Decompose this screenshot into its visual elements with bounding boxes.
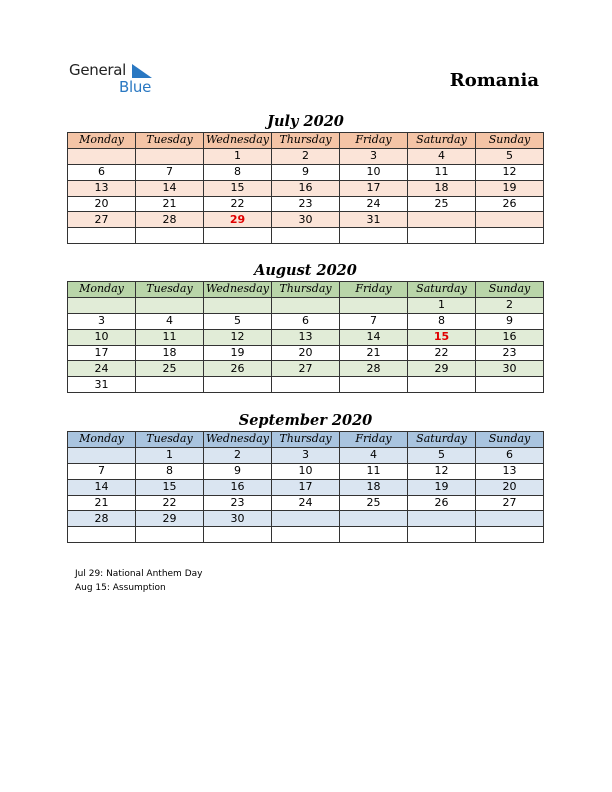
week-row xyxy=(68,527,544,543)
day-cell xyxy=(68,447,136,463)
day-cell: 23 xyxy=(272,196,340,212)
weekday-header: Tuesday xyxy=(136,282,204,298)
month-title: August 2020 xyxy=(254,262,357,279)
day-cell: 3 xyxy=(340,148,408,164)
weekday-header: Friday xyxy=(340,432,408,448)
weekday-header: Thursday xyxy=(272,282,340,298)
day-cell: 18 xyxy=(408,180,476,196)
day-cell: 7 xyxy=(68,463,136,479)
day-cell: 13 xyxy=(476,463,544,479)
weekday-header: Thursday xyxy=(272,432,340,448)
day-cell: 18 xyxy=(136,345,204,361)
week-row xyxy=(68,297,544,313)
weekday-header-row xyxy=(68,282,544,298)
day-cell: 20 xyxy=(68,196,136,212)
day-cell: 1 xyxy=(204,148,272,164)
day-cell: 24 xyxy=(340,196,408,212)
month-july xyxy=(67,112,544,244)
day-cell: 30 xyxy=(204,511,272,527)
day-cell xyxy=(272,297,340,313)
day-cell xyxy=(340,511,408,527)
day-cell: 10 xyxy=(272,463,340,479)
weekday-header: Monday xyxy=(68,282,136,298)
day-cell xyxy=(136,527,204,543)
day-cell: 5 xyxy=(408,447,476,463)
day-cell xyxy=(340,228,408,244)
month-title: July 2020 xyxy=(267,113,344,130)
weekday-header: Thursday xyxy=(272,133,340,149)
day-cell: 1 xyxy=(408,297,476,313)
day-cell xyxy=(272,377,340,393)
day-cell: 31 xyxy=(340,212,408,228)
day-cell: 26 xyxy=(476,196,544,212)
day-cell: 5 xyxy=(476,148,544,164)
day-cell xyxy=(204,228,272,244)
day-cell: 17 xyxy=(272,479,340,495)
day-cell: 6 xyxy=(272,313,340,329)
day-cell xyxy=(408,228,476,244)
day-cell: 29 xyxy=(136,511,204,527)
day-cell: 20 xyxy=(272,345,340,361)
day-cell xyxy=(68,297,136,313)
day-cell: 17 xyxy=(68,345,136,361)
day-cell: 22 xyxy=(204,196,272,212)
week-row xyxy=(68,180,544,196)
day-cell: 9 xyxy=(272,164,340,180)
day-cell: 10 xyxy=(68,329,136,345)
calendar-table xyxy=(67,281,544,393)
week-row xyxy=(68,447,544,463)
month-august xyxy=(67,261,544,393)
weekday-header: Saturday xyxy=(408,133,476,149)
day-cell xyxy=(476,212,544,228)
day-cell: 15 xyxy=(204,180,272,196)
day-cell: 28 xyxy=(136,212,204,228)
brand-logo xyxy=(69,60,169,98)
day-cell xyxy=(68,228,136,244)
day-cell: 25 xyxy=(408,196,476,212)
day-cell: 31 xyxy=(68,377,136,393)
day-cell: 26 xyxy=(204,361,272,377)
weekday-header: Tuesday xyxy=(136,133,204,149)
day-cell xyxy=(476,228,544,244)
weekday-header: Monday xyxy=(68,133,136,149)
day-cell xyxy=(204,527,272,543)
day-cell: 12 xyxy=(476,164,544,180)
weekday-header-row xyxy=(68,133,544,149)
weekday-header: Sunday xyxy=(476,282,544,298)
week-row xyxy=(68,495,544,511)
day-cell: 8 xyxy=(204,164,272,180)
week-row xyxy=(68,345,544,361)
day-cell: 1 xyxy=(136,447,204,463)
country-title: Romania xyxy=(449,70,539,91)
weekday-header: Wednesday xyxy=(204,282,272,298)
weekday-header: Wednesday xyxy=(204,133,272,149)
day-cell: 29 xyxy=(408,361,476,377)
week-row xyxy=(68,196,544,212)
day-cell: 2 xyxy=(272,148,340,164)
weekday-header: Friday xyxy=(340,133,408,149)
flag-triangle-icon xyxy=(132,64,152,78)
day-cell: 6 xyxy=(68,164,136,180)
day-cell xyxy=(204,377,272,393)
holiday-notes xyxy=(75,568,202,595)
day-cell: 2 xyxy=(204,447,272,463)
day-cell: 11 xyxy=(136,329,204,345)
day-cell: 21 xyxy=(136,196,204,212)
brand-name-line1: General xyxy=(69,61,127,79)
month-september xyxy=(67,411,544,543)
day-cell: 16 xyxy=(204,479,272,495)
day-cell xyxy=(136,297,204,313)
day-cell: 5 xyxy=(204,313,272,329)
day-cell: 13 xyxy=(272,329,340,345)
day-cell: 3 xyxy=(272,447,340,463)
day-cell: 16 xyxy=(272,180,340,196)
weekday-header: Wednesday xyxy=(204,432,272,448)
day-cell: 30 xyxy=(272,212,340,228)
day-cell: 27 xyxy=(476,495,544,511)
holiday-day-cell: 15 xyxy=(408,329,476,345)
day-cell: 12 xyxy=(408,463,476,479)
day-cell xyxy=(408,527,476,543)
day-cell xyxy=(68,148,136,164)
day-cell: 21 xyxy=(340,345,408,361)
day-cell xyxy=(272,228,340,244)
day-cell: 19 xyxy=(408,479,476,495)
day-cell: 8 xyxy=(408,313,476,329)
day-cell: 8 xyxy=(136,463,204,479)
day-cell: 11 xyxy=(408,164,476,180)
calendar-table xyxy=(67,431,544,543)
day-cell xyxy=(136,148,204,164)
week-row xyxy=(68,212,544,228)
day-cell xyxy=(68,527,136,543)
day-cell: 25 xyxy=(136,361,204,377)
day-cell: 2 xyxy=(476,297,544,313)
day-cell: 22 xyxy=(408,345,476,361)
day-cell: 4 xyxy=(340,447,408,463)
day-cell xyxy=(408,212,476,228)
week-row xyxy=(68,164,544,180)
day-cell: 28 xyxy=(340,361,408,377)
day-cell xyxy=(136,377,204,393)
day-cell: 6 xyxy=(476,447,544,463)
day-cell: 12 xyxy=(204,329,272,345)
week-row xyxy=(68,329,544,345)
day-cell: 18 xyxy=(340,479,408,495)
day-cell xyxy=(476,377,544,393)
day-cell: 24 xyxy=(272,495,340,511)
day-cell: 7 xyxy=(136,164,204,180)
weekday-header: Friday xyxy=(340,282,408,298)
day-cell: 26 xyxy=(408,495,476,511)
day-cell xyxy=(340,377,408,393)
day-cell: 30 xyxy=(476,361,544,377)
day-cell: 27 xyxy=(272,361,340,377)
day-cell: 10 xyxy=(340,164,408,180)
day-cell: 14 xyxy=(340,329,408,345)
weekday-header: Monday xyxy=(68,432,136,448)
calendar-table xyxy=(67,132,544,244)
day-cell: 14 xyxy=(68,479,136,495)
day-cell: 21 xyxy=(68,495,136,511)
day-cell: 17 xyxy=(340,180,408,196)
day-cell xyxy=(272,527,340,543)
weekday-header-row xyxy=(68,432,544,448)
weekday-header: Sunday xyxy=(476,133,544,149)
day-cell xyxy=(476,527,544,543)
day-cell: 28 xyxy=(68,511,136,527)
week-row xyxy=(68,463,544,479)
week-row xyxy=(68,148,544,164)
day-cell xyxy=(340,297,408,313)
day-cell: 23 xyxy=(204,495,272,511)
week-row xyxy=(68,361,544,377)
day-cell: 19 xyxy=(476,180,544,196)
day-cell: 14 xyxy=(136,180,204,196)
day-cell: 15 xyxy=(136,479,204,495)
week-row xyxy=(68,511,544,527)
day-cell: 25 xyxy=(340,495,408,511)
day-cell xyxy=(340,527,408,543)
day-cell xyxy=(136,228,204,244)
day-cell: 4 xyxy=(136,313,204,329)
weekday-header: Saturday xyxy=(408,432,476,448)
brand-name-line2: Blue xyxy=(119,78,151,96)
day-cell: 20 xyxy=(476,479,544,495)
month-title: September 2020 xyxy=(238,412,373,429)
day-cell: 24 xyxy=(68,361,136,377)
holiday-note: Jul 29: National Anthem Day xyxy=(75,569,203,579)
day-cell: 27 xyxy=(68,212,136,228)
weekday-header: Tuesday xyxy=(136,432,204,448)
day-cell xyxy=(476,511,544,527)
day-cell xyxy=(204,297,272,313)
day-cell: 19 xyxy=(204,345,272,361)
day-cell: 11 xyxy=(340,463,408,479)
day-cell: 13 xyxy=(68,180,136,196)
day-cell xyxy=(408,511,476,527)
weekday-header: Sunday xyxy=(476,432,544,448)
day-cell xyxy=(408,377,476,393)
weekday-header: Saturday xyxy=(408,282,476,298)
day-cell xyxy=(272,511,340,527)
day-cell: 4 xyxy=(408,148,476,164)
day-cell: 23 xyxy=(476,345,544,361)
holiday-note: Aug 15: Assumption xyxy=(75,582,166,593)
holiday-day-cell: 29 xyxy=(204,212,272,228)
week-row xyxy=(68,228,544,244)
week-row xyxy=(68,313,544,329)
week-row xyxy=(68,377,544,393)
day-cell: 9 xyxy=(204,463,272,479)
day-cell: 22 xyxy=(136,495,204,511)
day-cell: 9 xyxy=(476,313,544,329)
day-cell: 7 xyxy=(340,313,408,329)
day-cell: 16 xyxy=(476,329,544,345)
week-row xyxy=(68,479,544,495)
day-cell: 3 xyxy=(68,313,136,329)
